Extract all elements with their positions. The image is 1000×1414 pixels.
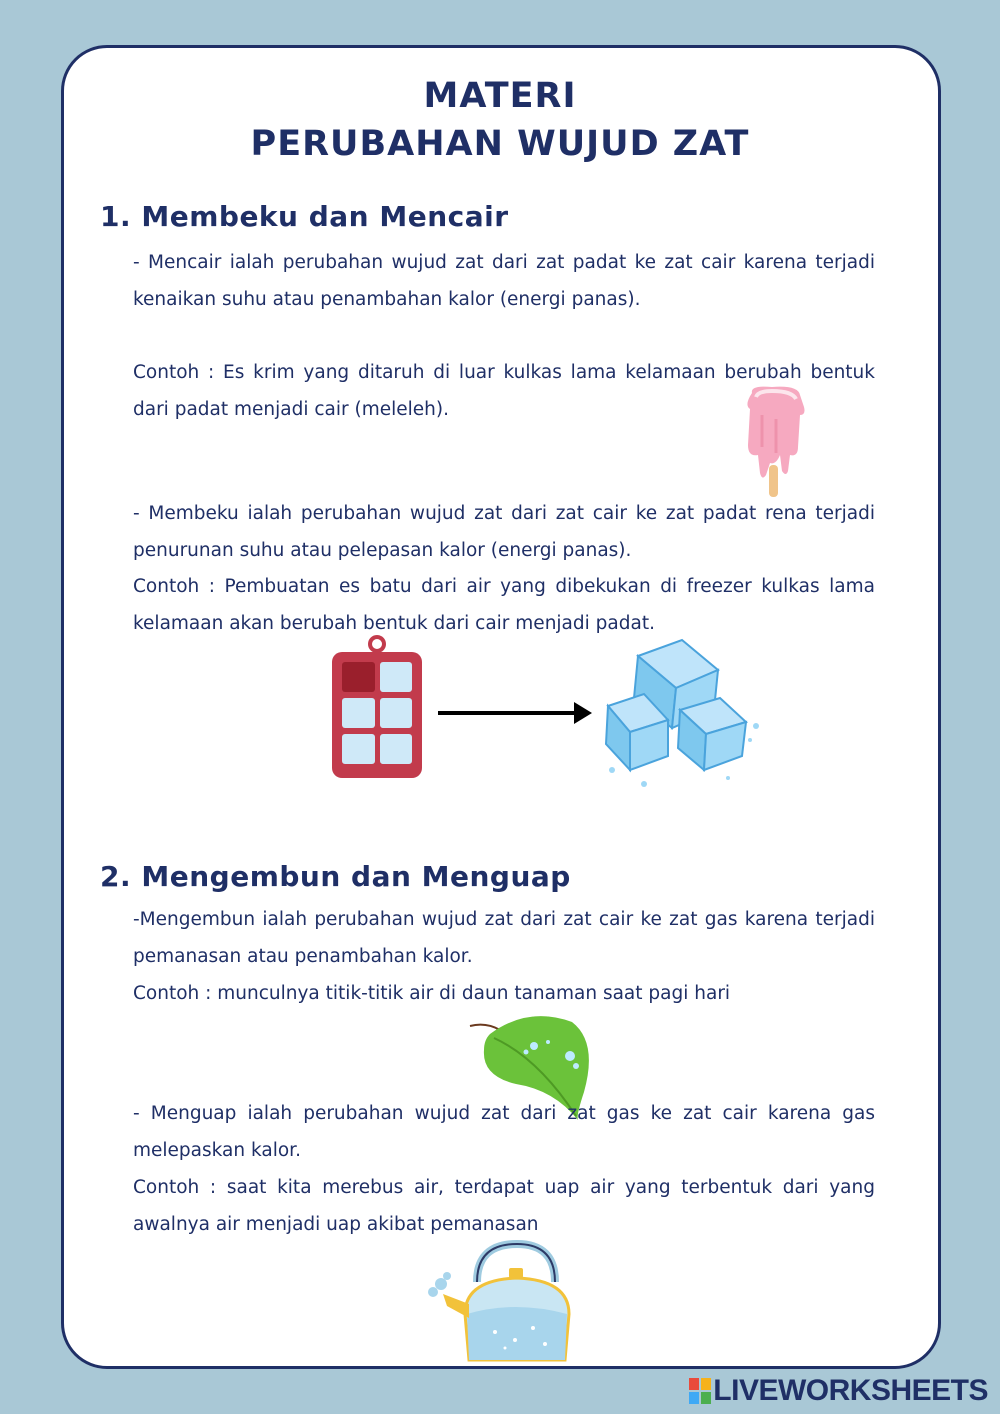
ice-cubes-icon bbox=[600, 636, 765, 791]
section1-melting-definition: - Mencair ialah perubahan wujud zat dari zat padat ke zat cair karena terjadi kenaikan suhu atau penambahan kalor (energi panas). bbox=[133, 252, 875, 310]
section1-freezing-definition: - Membeku ialah perubahan wujud zat dari zat cair ke zat padat rena terjadi penurunan suhu atau pelepasan kalor (energi panas). bbox=[133, 503, 875, 561]
kettle-icon bbox=[425, 1236, 575, 1362]
section2-evaporation-definition: - Menguap ialah perubahan wujud zat dari zat gas ke zat cair karena gas melepaskan kalor. bbox=[133, 1103, 875, 1161]
melting-ice-cream-icon bbox=[742, 385, 806, 500]
arrow-right-icon bbox=[436, 700, 594, 726]
ice-tray-icon bbox=[330, 634, 424, 780]
liveworksheets-logo-icon bbox=[689, 1378, 711, 1404]
section2-evaporation-example: Contoh : saat kita merebus air, terdapat uap air yang terbentuk dari yang awalnya air menjadi uap akibat pemanasan bbox=[133, 1177, 875, 1235]
section1-freezing-example: Contoh : Pembuatan es batu dari air yang dibekukan di freezer kulkas lama kelamaan akan berubah bentuk dari cair menjadi padat. bbox=[133, 576, 875, 634]
page-title-line2: PERUBAHAN WUJUD ZAT bbox=[250, 124, 750, 164]
section2-heading: 2. Mengembun dan Menguap bbox=[100, 860, 571, 893]
liveworksheets-text: LIVEWORKSHEETS bbox=[713, 1374, 988, 1407]
section2-condensation-definition: -Mengembun ialah perubahan wujud zat dari zat cair ke zat gas karena terjadi pemanasan atau penambahan kalor. bbox=[133, 909, 875, 967]
liveworksheets-watermark[interactable] bbox=[689, 1374, 988, 1408]
page-title-line1: MATERI bbox=[423, 76, 577, 116]
section1-heading: 1. Membeku dan Mencair bbox=[100, 200, 509, 233]
section2-condensation-example: Contoh : munculnya titik-titik air di daun tanaman saat pagi hari bbox=[133, 983, 731, 1004]
section1-melting-example: Contoh : Es krim yang ditaruh di luar kulkas lama kelamaan berubah bentuk dari padat menjadi cair (meleleh). bbox=[133, 362, 875, 420]
